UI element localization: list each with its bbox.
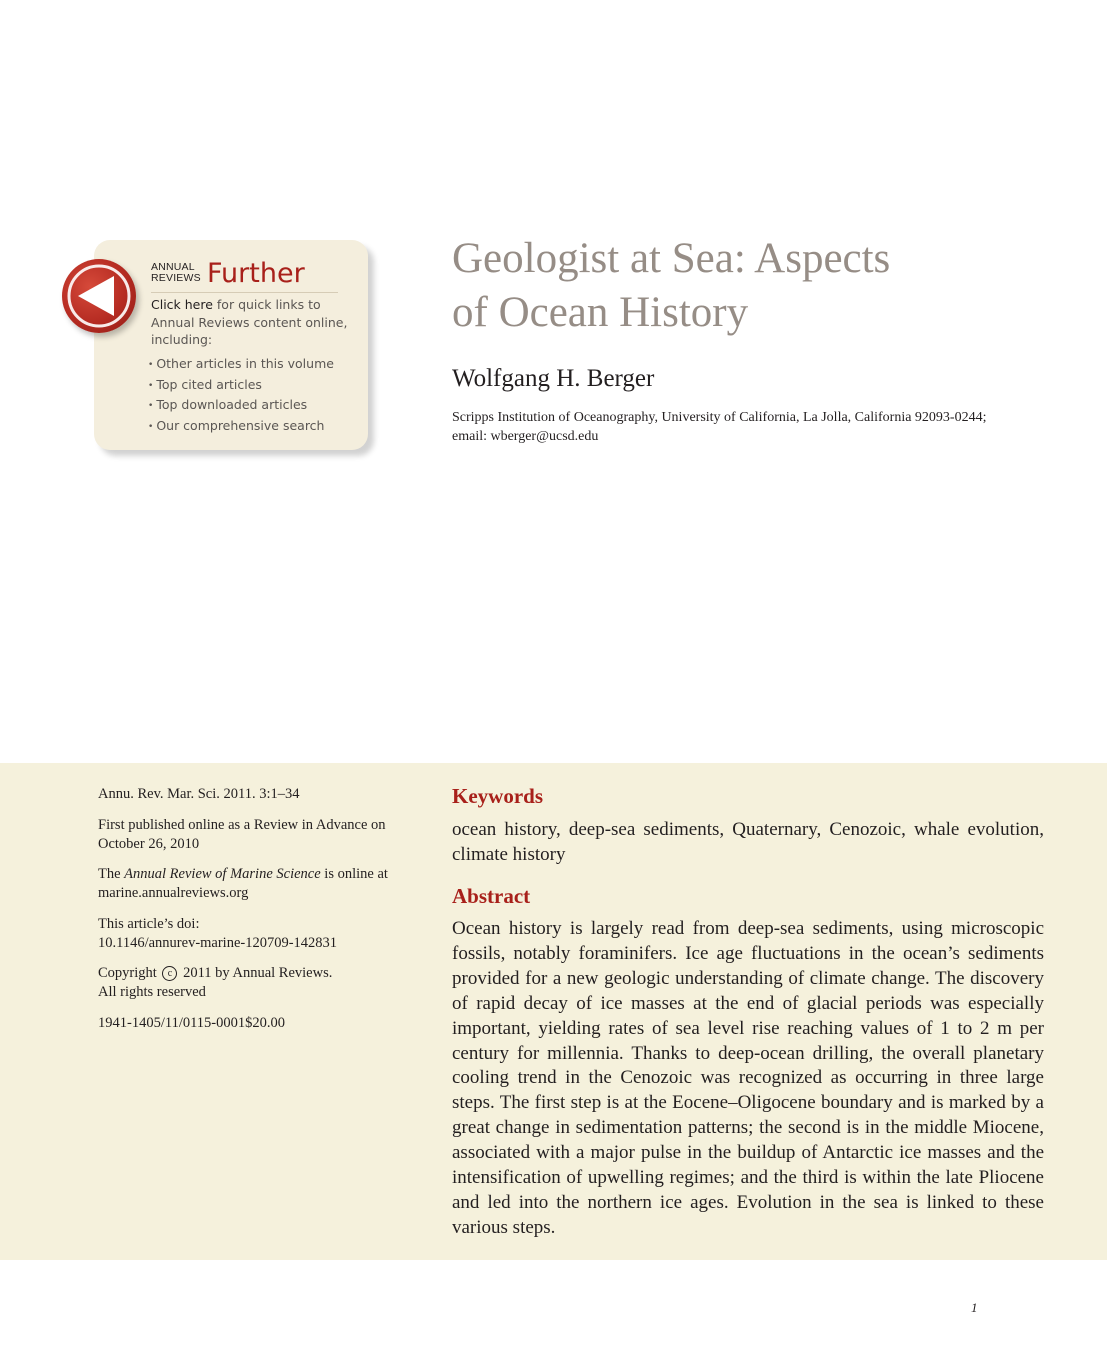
online-prefix: The: [98, 866, 125, 882]
further-arrow-icon[interactable]: [62, 259, 136, 333]
doi-label: This article’s doi:: [98, 915, 200, 932]
further-divider: [151, 292, 338, 293]
affiliation-line: Scripps Institution of Oceanography, University of California, La Jolla, California 92093-0244;: [452, 410, 987, 425]
abstract-heading: Abstract: [452, 884, 531, 908]
journal-name: Annual Review of Marine Science: [124, 866, 321, 882]
keywords-text: ocean history, deep-sea sediments, Quaternary, Cenozoic, whale evolution, climate history: [452, 819, 1044, 865]
doi-block: [98, 915, 408, 953]
issn-price: 1941-1405/11/0115-0001$20.00: [98, 1014, 286, 1031]
keywords-heading: Keywords: [452, 784, 543, 808]
further-link-top-downloaded[interactable]: • Top downloaded articles: [148, 396, 334, 417]
rights-reserved: All rights reserved: [98, 984, 206, 1000]
copyright-icon: c: [162, 966, 177, 981]
article-metadata: [98, 785, 408, 1044]
citation: Annu. Rev. Mar. Sci. 2011. 3:1–34: [98, 786, 300, 802]
further-wordmark: Further: [207, 258, 305, 289]
doi-value[interactable]: 10.1146/annurev-marine-120709-142831: [98, 934, 338, 951]
online-suffix[interactable]: is online at marine.annualreviews.org: [98, 866, 388, 901]
published-date: First published online as a Review in Advance on October 26, 2010: [98, 816, 386, 852]
further-link-search[interactable]: • Our comprehensive search: [148, 417, 334, 438]
copyright-block: [98, 964, 408, 1002]
further-intro: [151, 296, 351, 349]
author-name: Wolfgang H. Berger: [452, 365, 655, 392]
further-link-top-cited[interactable]: • Top cited articles: [148, 376, 334, 397]
further-links-list: [148, 355, 334, 437]
copyright-prefix: Copyright: [98, 965, 157, 981]
title-line-2: of Ocean History: [452, 289, 749, 336]
online-note: [98, 865, 408, 903]
click-here-link[interactable]: Click here: [151, 297, 213, 312]
brand-line-annual: ANNUAL: [151, 261, 195, 273]
abstract-text: Ocean history is largely read from deep-sea sediments, using microscopic fossils, notably foraminifers. Ice age fluctuations in the ocean’s sediments provided for a new geologic understanding of climate change. The discovery of rapid decay of ice masses at the end of glacial periods was especially important, yielding rates of sea level rise reaching values of 1 to 2 m per century for millennia. Thanks to deep-ocean drilling, the overall planetary cooling trend in the Cenozoic was recognized as occurring in three large steps. The first step is at the Eocene–Oligocene boundary and is marked by a great change in sedimentation patterns; the second is in the middle Miocene, associated with a major pulse in the buildup of Antarctic ice masses and the intensification of upwelling regimes; and the third is within the late Pliocene and led into the northern ice ages. Evolution in the sea is linked to these various steps.: [452, 918, 1044, 1238]
article-title: [452, 232, 1052, 340]
author-affiliation: [452, 408, 1072, 446]
page-number: 1: [971, 1300, 978, 1315]
brand-line-reviews: REVIEWS: [151, 272, 201, 284]
annual-reviews-logo: [151, 262, 201, 284]
copyright-suffix: 2011 by Annual Reviews.: [183, 965, 333, 981]
further-link-other-articles[interactable]: • Other articles in this volume: [148, 355, 334, 376]
further-intro-rest: for quick links to Annual Reviews content online, including:: [151, 297, 348, 347]
author-email[interactable]: email: wberger@ucsd.edu: [452, 429, 599, 444]
title-line-1: Geologist at Sea: Aspects: [452, 235, 891, 282]
